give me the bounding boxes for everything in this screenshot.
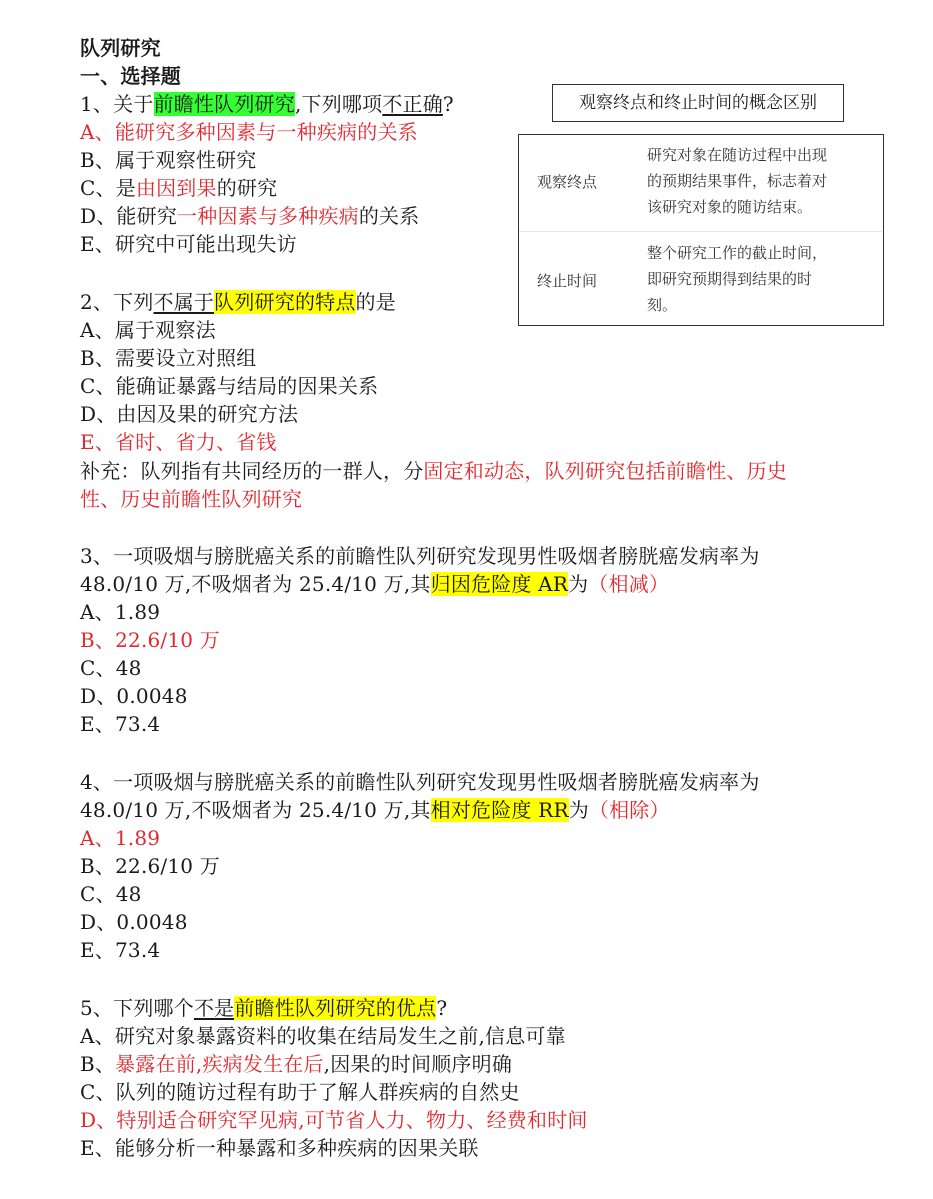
concept-definition	[647, 142, 869, 220]
q5-option-b: B、暴露在前,疾病发生在后,因果的时间顺序明确	[80, 1052, 513, 1076]
q5-option-c: C、队列的随访过程有助于了解人群疾病的自然史	[80, 1080, 520, 1104]
definition-line: 该研究对象的随访结束。	[647, 198, 813, 216]
concept-term: 终止时间	[537, 272, 598, 290]
highlight: 队列研究的特点	[214, 290, 356, 314]
definition-line: 整个研究工作的截止时间，	[647, 244, 828, 262]
q2-supplement-cont: 性、历史前瞻性队列研究	[80, 487, 303, 511]
q3-option-e: E、73.4	[80, 712, 161, 736]
concept-definition	[647, 240, 869, 318]
definition-line: 的预期结果事件，标志着对	[647, 172, 828, 190]
concept-box-title: 观察终点和终止时间的概念区别	[552, 84, 844, 122]
question-5-stem: 5、下列哪个不是前瞻性队列研究的优点?	[80, 996, 448, 1020]
q1-option-b: B、属于观察性研究	[80, 148, 257, 172]
q4-option-d: D、0.0048	[80, 910, 188, 934]
q2-option-a: A、属于观察法	[80, 318, 216, 342]
q2-option-c: C、能确证暴露与结局的因果关系	[80, 374, 379, 398]
definition-line: 刻。	[647, 296, 678, 314]
q5-option-a: A、研究对象暴露资料的收集在结局发生之前,信息可靠	[80, 1024, 566, 1048]
q2-option-b: B、需要设立对照组	[80, 346, 257, 370]
q3-option-d: D、0.0048	[80, 684, 188, 708]
q5-option-d: D、特别适合研究罕见病,可节省人力、物力、经费和时间	[80, 1108, 588, 1132]
q1-option-e: E、研究中可能出现失访	[80, 232, 297, 256]
q4-option-e: E、73.4	[80, 938, 161, 962]
concept-row-endpoint	[519, 135, 882, 232]
highlight: 前瞻性队列研究	[153, 92, 295, 116]
q3-option-a: A、1.89	[80, 600, 161, 624]
q5-option-e: E、能够分析一种暴露和多种疾病的因果关联	[80, 1136, 479, 1160]
q4-option-b: B、22.6/10 万	[80, 854, 220, 878]
question-3-stem-cont: 48.0/10 万,不吸烟者为 25.4/10 万,其归因危险度 AR为（相减）	[80, 572, 670, 596]
question-4-stem: 4、一项吸烟与膀胱癌关系的前瞻性队列研究发现男性吸烟者膀胱癌发病率为	[80, 770, 760, 794]
q1-option-d: D、能研究一种因素与多种疾病的关系	[80, 204, 420, 228]
q2-option-d: D、由因及果的研究方法	[80, 402, 299, 426]
q4-option-c: C、48	[80, 882, 142, 906]
q1-option-c: C、是由因到果的研究	[80, 176, 278, 200]
concept-row-end-time	[519, 232, 882, 325]
concept-table	[518, 134, 884, 326]
highlight: 相对危险度 RR	[430, 798, 569, 822]
concept-term: 观察终点	[537, 173, 598, 191]
question-3-stem: 3、一项吸烟与膀胱癌关系的前瞻性队列研究发现男性吸烟者膀胱癌发病率为	[80, 544, 760, 568]
q2-option-e: E、省时、省力、省钱	[80, 430, 277, 454]
q4-option-a: A、1.89	[80, 826, 161, 850]
highlight: 前瞻性队列研究的优点	[234, 996, 437, 1020]
q3-option-c: C、48	[80, 656, 142, 680]
question-2-stem: 2、下列不属于队列研究的特点的是	[80, 290, 396, 314]
question-1-stem: 1、关于前瞻性队列研究,下列哪项不正确?	[80, 92, 454, 116]
section-heading: 一、选择题	[80, 64, 181, 88]
q2-supplement: 补充：队列指有共同经历的一群人，分固定和动态，队列研究包括前瞻性、历史	[80, 459, 788, 483]
doc-title: 队列研究	[80, 36, 161, 60]
definition-line: 即研究预期得到结果的时	[647, 270, 813, 288]
definition-line: 研究对象在随访过程中出现	[647, 146, 828, 164]
q3-option-b: B、22.6/10 万	[80, 628, 220, 652]
question-4-stem-cont: 48.0/10 万,不吸烟者为 25.4/10 万,其相对危险度 RR为（相除）	[80, 798, 670, 822]
highlight: 归因危险度 AR	[430, 572, 569, 596]
q1-option-a: A、能研究多种因素与一种疾病的关系	[80, 120, 418, 144]
